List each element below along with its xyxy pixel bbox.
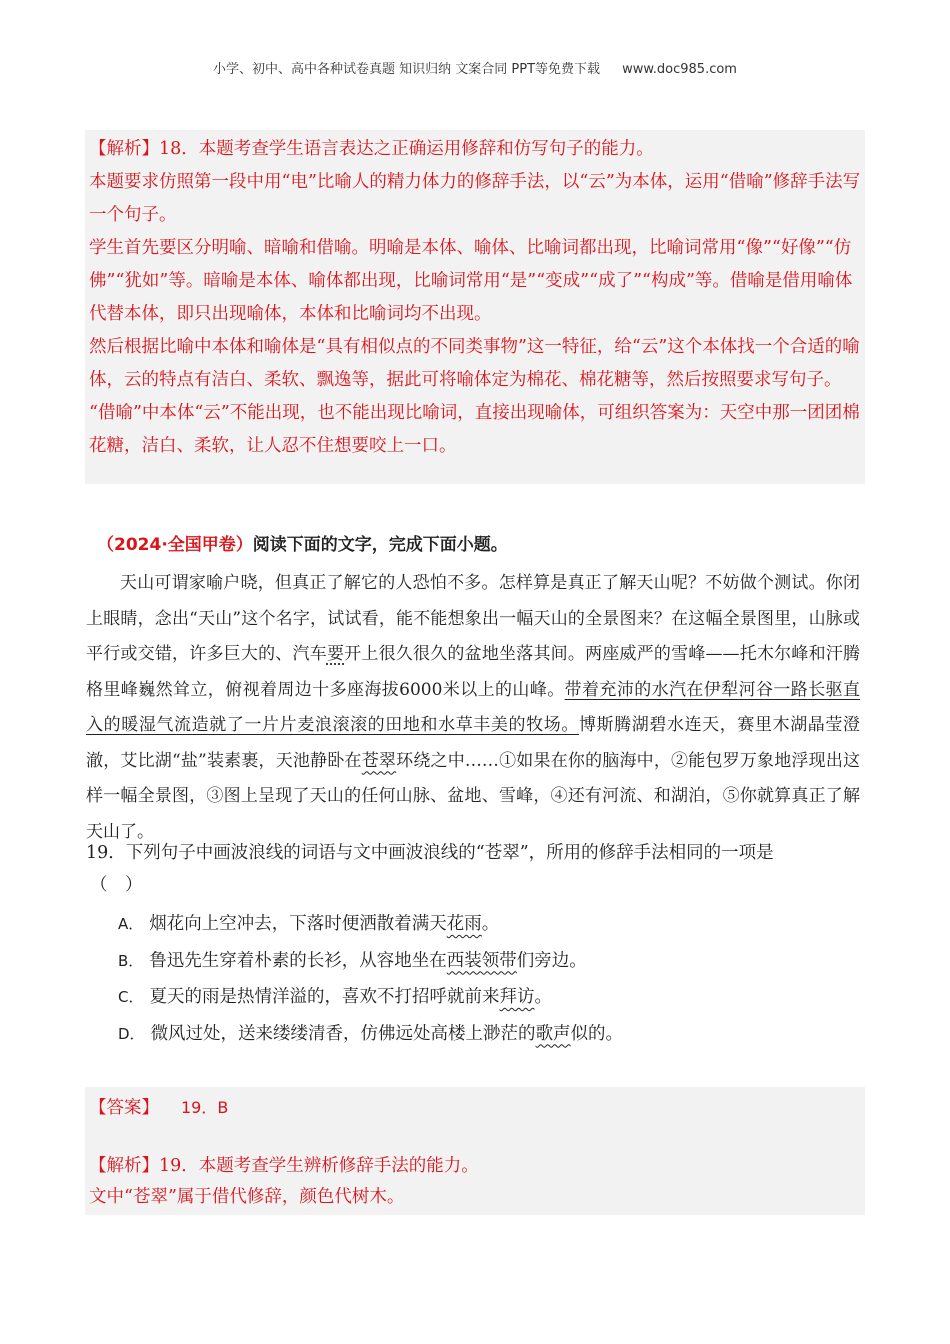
passage-wavy-word: 苍翠 xyxy=(361,750,397,771)
answer-blank: （ ） xyxy=(90,875,143,895)
option-d xyxy=(118,1016,862,1053)
option-b xyxy=(118,943,862,980)
option-letter: B． xyxy=(118,951,144,970)
header-url[interactable]: www.doc985.com xyxy=(622,62,737,77)
analysis-18-line: 学生首先要区分明喻、暗喻和借喻。明喻是本体、喻体、比喻词都出现，比喻词常用“像”“好像”“仿佛”“犹如”等。暗喻是本体、喻体都出现，比喻词常用“是”“变成”“成了”“构成”等。借喻是借用喻体代替本体，即只出现喻体，本体和比喻词均不出现。 xyxy=(89,238,853,324)
question-19-stem: 19．下列句子中画波浪线的词语与文中画波浪线的“苍翠”，所用的修辞手法相同的一项是 xyxy=(86,843,774,863)
option-list xyxy=(86,906,862,1052)
reading-passage xyxy=(86,566,860,850)
analysis-18-box xyxy=(85,130,865,484)
option-letter: D． xyxy=(118,1024,145,1043)
analysis-19-line: 【解析】19．本题考查学生辨析修辞手法的能力。 xyxy=(89,1156,479,1176)
option-a xyxy=(118,906,862,943)
passage-paragraph xyxy=(86,566,860,850)
answer-value: 19．B xyxy=(181,1098,229,1117)
option-wavy-word: 拜访 xyxy=(499,987,535,1007)
analysis-18-line: 【解析】18．本题考查学生语言表达之正确运用修辞和仿写句子的能力。 xyxy=(89,139,654,159)
option-text: 鲁迅先生穿着朴素的长衫，从容地坐在 xyxy=(149,950,447,971)
analysis-19-box xyxy=(85,1133,865,1215)
question-instruction: 阅读下面的文字，完成下面小题。 xyxy=(252,535,508,555)
passage-underlined-sentence: 带着充沛的水汽在伊犁河谷一路长驱直入的暖湿气流造就了一片片麦浪滚滚的田地和水草丰美的牧场。 xyxy=(86,679,860,735)
option-wavy-word: 歌声 xyxy=(535,1023,571,1044)
passage-text: 环绕之中……①如果在你的脑海中，②能包罗万象地浮现出这样一幅全景图，③图上呈现了天山的任何山脉、盆地、雪峰，④还有河流、和湖泊，⑤你就算真正了解天山了。 xyxy=(86,750,861,842)
analysis-18-line: 然后根据比喻中本体和喻体是“具有相似点的不同类事物”这一特征，给“云”这个本体找一个合适的喻体，云的特点有洁白、柔软、飘逸等，据此可将喻体定为棉花、棉花糖等，然后按照要求写句子。 xyxy=(89,337,860,390)
passage-dotted-word: 要 xyxy=(326,644,345,664)
option-text: 微风过处，送来缕缕清香，仿佛远处高楼上渺茫的 xyxy=(150,1023,536,1044)
option-text: 烟花向上空冲去，下落时便洒散着满天 xyxy=(149,914,447,934)
option-wavy-word: 花雨 xyxy=(446,914,482,934)
option-text: 似的。 xyxy=(570,1023,624,1044)
question-source: （2024·全国甲卷） xyxy=(97,535,253,555)
option-text: 。 xyxy=(481,914,500,934)
option-letter: A． xyxy=(118,915,144,933)
option-letter: C． xyxy=(118,988,144,1006)
analysis-18-line: 本题要求仿照第一段中用“电”比喻人的精力体力的修辞手法，以“云”为本体，运用“借喻”修辞手法写一个句子。 xyxy=(89,172,861,225)
option-c xyxy=(118,979,862,1016)
question-block-title xyxy=(97,530,508,555)
option-text: 们旁边。 xyxy=(516,950,587,971)
passage-text: 博斯腾湖碧水连天，赛里木湖晶莹澄澈，艾比湖“盐”装素裹，天池静卧在 xyxy=(86,715,861,771)
answer-19-box xyxy=(85,1087,865,1133)
option-text: 。 xyxy=(534,987,552,1007)
question-19 xyxy=(86,838,862,1052)
option-wavy-word: 西装领带 xyxy=(446,950,517,971)
answer-label: 【答案】 xyxy=(89,1098,159,1118)
passage-text: 天山可谓家喻户晓，但真正了解它的人恐怕不多。怎样算是真正了解天山呢？不妨做个测试。你闭上眼睛，念出“天山”这个名字，试试看，能不能想象出一幅天山的全景图来？在这幅全景图里，山脉或平行或交错，许多巨大的、汽车 xyxy=(86,573,860,664)
page-header xyxy=(0,58,950,77)
header-text: 小学、初中、高中各种试卷真题 知识归纳 文案合同 PPT等免费下载 xyxy=(213,62,601,77)
passage-text: 开上很久很久的盆地坐落其间。两座威严的雪峰——托木尔峰和汗腾格里峰巍然耸立，俯视着周边十多座海拔6000米以上的山峰。 xyxy=(86,644,861,700)
analysis-19-line: 文中“苍翠”属于借代修辞，颜色代树木。 xyxy=(89,1187,405,1207)
analysis-18-line: “借喻”中本体“云”不能出现，也不能出现比喻词，直接出现喻体，可组织答案为：天空中那一团团棉花糖，洁白、柔软，让人忍不住想要咬上一口。 xyxy=(89,403,860,456)
option-text: 夏天的雨是热情洋溢的，喜欢不打招呼就前来 xyxy=(149,987,500,1007)
